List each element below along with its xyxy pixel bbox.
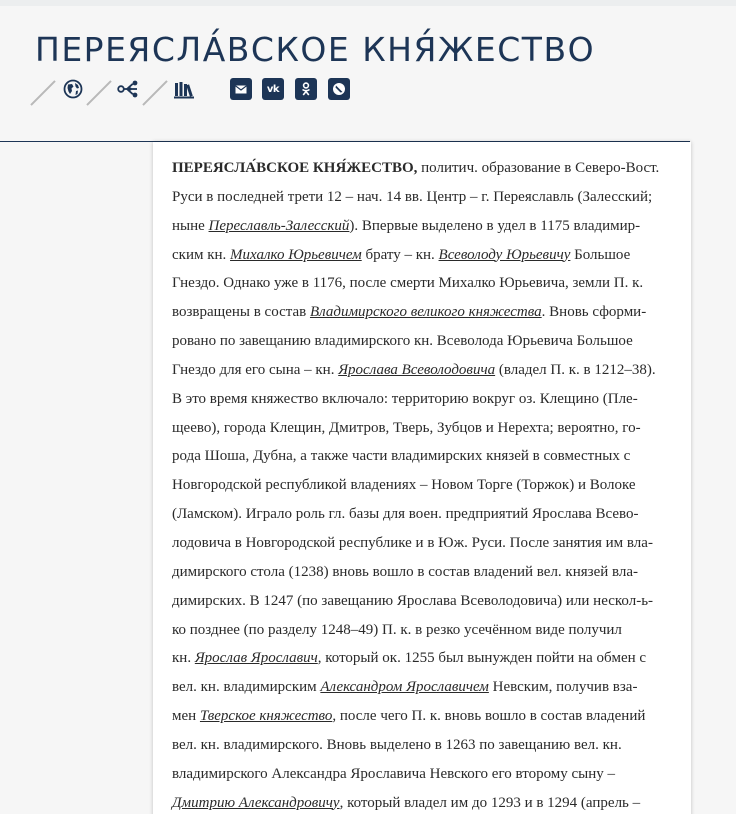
- article-link[interactable]: Тверское княжество: [199, 708, 333, 725]
- text-segment: кн.: [172, 650, 195, 667]
- share-mail-button[interactable]: [230, 78, 252, 100]
- text-segment: лодовича в Новгородской республике и в Юж. Руси. После занятия им вла-: [172, 534, 653, 551]
- text-line: [172, 183, 672, 212]
- text-line: [172, 385, 672, 414]
- text-segment: брату – кн.: [361, 246, 439, 263]
- text-line: [172, 731, 672, 760]
- article-link[interactable]: Дмитрию Александровичу: [172, 794, 340, 811]
- text-line: [172, 356, 672, 385]
- text-line: [172, 212, 672, 241]
- text-segment: рода Шоша, Дубна, а также части владимирских князей в совместных с: [172, 448, 631, 465]
- article-headword: ПЕРЕЯСЛА́ВСКОЕ КНЯ́ЖЕСТВО,: [172, 160, 418, 176]
- text-segment: Руси в последней трети 12 – нач. 14 вв. Центр – г. Переяславль (Залесский;: [172, 188, 653, 205]
- text-segment: ским кн.: [172, 246, 231, 263]
- share-vk-button[interactable]: [262, 78, 284, 100]
- vk-icon: vk: [266, 83, 280, 95]
- text-segment: Новгородской республикой владениях – Новом Торге (Торжок) и Волоке: [172, 477, 636, 494]
- share-nodes-icon-graphic: [117, 79, 139, 99]
- top-bar: [0, 0, 736, 6]
- text-line: [172, 269, 672, 298]
- odnoklassniki-icon: [301, 82, 311, 96]
- text-segment: В это время княжество включало: территорию вокруг оз. Клещино (Пле-: [172, 390, 638, 407]
- text-segment: вел. кн. владимирским: [172, 679, 321, 696]
- article-link[interactable]: Александром Ярославичем: [320, 679, 489, 696]
- text-line: [172, 558, 672, 587]
- text-segment: (владел П. к. в 1212–38).: [495, 361, 656, 378]
- text-segment: димирского стола (1238) вновь вошло в состав владений вел. князей вла-: [172, 563, 639, 580]
- text-segment: мен: [172, 708, 200, 725]
- globe-icon-graphic: [63, 79, 83, 99]
- library-icon[interactable]: [173, 78, 195, 100]
- text-segment: владимирского Александра Ярославича Невского его второму сыну –: [172, 765, 616, 782]
- text-segment: возвращены в состав: [172, 304, 310, 321]
- text-line: [172, 702, 672, 731]
- text-line: [172, 154, 672, 183]
- text-line: [172, 414, 672, 443]
- share-odnoklassniki-button[interactable]: [295, 78, 317, 100]
- text-line: [172, 298, 672, 327]
- article-link[interactable]: Ярослав Ярославич: [194, 650, 318, 667]
- text-segment: , который ок. 1255 был вынужден пойти на обмен с: [317, 650, 647, 667]
- page-title: ПЕРЕЯСЛА́ВСКОЕ КНЯ́ЖЕСТВО: [35, 30, 596, 69]
- toolbar-separator: [30, 80, 55, 105]
- article-link[interactable]: Ярослава Всеволодовича: [338, 361, 496, 378]
- article-text: [172, 154, 672, 814]
- livejournal-icon: [332, 82, 346, 96]
- text-segment: Невским, получив вза-: [488, 679, 638, 696]
- text-line: [172, 529, 672, 558]
- toolbar-separator: [86, 80, 111, 105]
- text-line: [172, 587, 672, 616]
- text-line: [172, 471, 672, 500]
- article-link[interactable]: Переславль-Залесский: [208, 217, 350, 234]
- text-segment: (Ламском). Играло роль гл. базы для воен. предприятий Ярослава Всево-: [172, 506, 639, 523]
- library-icon-graphic: [173, 79, 195, 99]
- text-line: [172, 760, 672, 789]
- text-segment: Гнездо для его сына – кн.: [172, 361, 339, 378]
- article-link[interactable]: Всеволоду Юрьевичу: [438, 246, 571, 263]
- text-segment: , после чего П. к. вновь вошло в состав владений: [332, 708, 646, 725]
- text-segment: ныне: [172, 217, 209, 234]
- text-line: [172, 673, 672, 702]
- article-link[interactable]: Владимирского великого княжества: [309, 304, 542, 321]
- text-segment: , который владел им до 1293 и в 1294 (апрель –: [339, 794, 641, 811]
- share-nodes-icon[interactable]: [117, 78, 139, 100]
- text-segment: политич. образование в Северо-Вост.: [417, 160, 660, 176]
- toolbar-separator: [142, 80, 167, 105]
- text-segment: димирских. В 1247 (по завещанию Ярослава Всеволодовича) или нескол-ь-: [172, 592, 654, 609]
- text-line: [172, 616, 672, 645]
- mail-icon: [235, 85, 247, 94]
- text-line: [172, 241, 672, 270]
- text-segment: ). Впервые выделено в удел в 1175 владимир-: [349, 217, 641, 234]
- text-line: [172, 442, 672, 471]
- text-segment: Гнездо. Однако уже в 1176, после смерти Михалко Юрьевича, земли П. к.: [172, 275, 644, 292]
- text-line: [172, 789, 672, 814]
- text-line: [172, 500, 672, 529]
- toolbar: [0, 72, 400, 108]
- text-segment: щеево), города Клещин, Дмитров, Тверь, Зубцов и Нерехта; вероятно, го-: [172, 419, 641, 436]
- text-segment: . Вновь сформи-: [541, 304, 647, 321]
- globe-icon[interactable]: [62, 78, 84, 100]
- text-segment: ровано по завещанию владимирского кн. Всеволода Юрьевича Большое: [172, 333, 633, 350]
- text-line: [172, 327, 672, 356]
- text-line: [172, 644, 672, 673]
- text-segment: Большое: [570, 246, 631, 263]
- text-segment: вел. кн. владимирского. Вновь выделено в 1263 по завещанию вел. кн.: [172, 736, 622, 753]
- text-segment: ко позднее (по разделу 1248–49) П. к. в резко усечённом виде получил: [172, 621, 622, 638]
- share-livejournal-button[interactable]: [328, 78, 350, 100]
- article-link[interactable]: Михалко Юрьевичем: [230, 246, 362, 263]
- article-body: [153, 142, 691, 814]
